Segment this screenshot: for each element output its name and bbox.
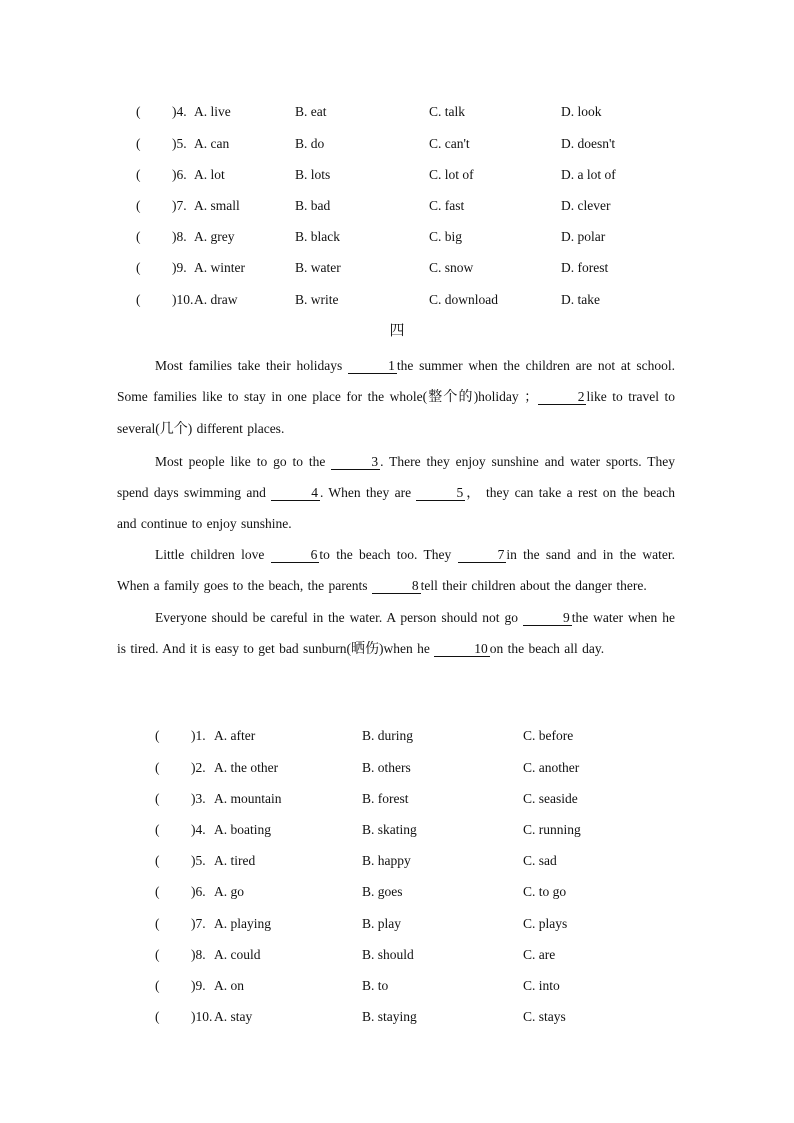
question-number: )9.	[172, 260, 187, 275]
passage-text: )holiday ；	[473, 389, 538, 405]
passage-text: Most families take their holidays	[155, 358, 349, 373]
passage-text: like to travel to several(	[117, 389, 675, 437]
chinese-gloss: 几个	[159, 421, 188, 438]
option-a: A. live	[194, 104, 231, 119]
option-a: A. winter	[194, 260, 245, 275]
question-number: )5.	[172, 136, 187, 151]
option-c: C. another	[523, 760, 580, 775]
blank-5: 5	[416, 486, 465, 501]
section-title: 四	[389, 321, 405, 339]
option-b: B. water	[295, 260, 341, 275]
option-a: A. small	[194, 198, 240, 213]
option-c: C. talk	[429, 104, 465, 119]
option-c: C. lot of	[429, 167, 474, 182]
option-d: D. forest	[561, 260, 609, 275]
blank-10: 10	[434, 642, 490, 657]
chinese-gloss: 整个的	[427, 389, 474, 406]
paragraph-4	[117, 602, 675, 665]
option-c: C. can't	[429, 136, 470, 151]
question-number: )9.	[191, 978, 206, 993]
answer-paren: (	[155, 791, 160, 806]
option-c: C. running	[523, 822, 581, 837]
question-number: )1.	[191, 728, 206, 743]
question-number: )10.	[172, 292, 194, 307]
option-c: C. are	[523, 947, 556, 962]
passage-text: on the beach all day.	[489, 640, 605, 656]
answer-paren: (	[155, 760, 160, 775]
option-a: A. lot	[194, 167, 225, 182]
answer-paren: (	[155, 1009, 160, 1024]
passage-text: ， they can take a rest on the beach and continue to enjoy sunshine.	[117, 484, 675, 532]
question-number: )8.	[172, 229, 187, 244]
passage-text: in the sand and in the water. When a family goes to the beach, the parents	[117, 547, 676, 594]
cloze-passage	[117, 350, 675, 665]
chinese-gloss: 晒伤	[350, 640, 379, 657]
option-d: D. doesn't	[561, 136, 616, 151]
question-number: )5.	[191, 853, 206, 868]
answer-paren: (	[136, 229, 141, 244]
blank-7: 7	[458, 548, 507, 563]
option-a: A. playing	[214, 916, 271, 931]
option-a: A. could	[214, 947, 261, 962]
option-b: B. black	[295, 229, 340, 244]
answer-paren: (	[136, 198, 141, 213]
passage-text: . There they enjoy sunshine and water sports. They spend days swimming and	[117, 453, 676, 500]
option-b: B. skating	[362, 822, 417, 837]
passage-text: to the beach too. They	[319, 547, 458, 563]
option-c: C. download	[429, 292, 498, 307]
blank-1: 1	[348, 359, 397, 374]
option-a: A. grey	[194, 229, 235, 244]
blank-6: 6	[271, 548, 320, 563]
answer-paren: (	[155, 947, 160, 962]
option-c: C. seaside	[523, 791, 578, 806]
blank-2: 2	[538, 390, 587, 405]
option-d: D. polar	[561, 229, 606, 244]
question-number: )4.	[191, 822, 206, 837]
option-c: C. to go	[523, 884, 567, 899]
passage-text: tell their children about the danger there.	[420, 578, 647, 594]
option-b: B. play	[362, 916, 401, 931]
option-b: B. others	[362, 760, 411, 775]
option-b: B. forest	[362, 791, 409, 806]
passage-text: Little children love	[155, 547, 271, 563]
paragraph-1	[117, 350, 675, 446]
option-d: D. a lot of	[561, 167, 616, 182]
option-a: A. after	[214, 728, 256, 743]
passage-text: )when he	[378, 640, 435, 656]
blank-4: 4	[271, 486, 320, 501]
option-a: A. stay	[214, 1009, 253, 1024]
option-a: A. tired	[214, 853, 256, 868]
passage-text: ) different places.	[187, 421, 285, 437]
option-c: C. snow	[429, 260, 474, 275]
blank-3: 3	[331, 455, 380, 470]
answer-paren: (	[155, 822, 160, 837]
option-b: B. to	[362, 978, 389, 993]
option-c: C. plays	[523, 916, 568, 931]
question-number: )6.	[172, 167, 187, 182]
option-c: C. into	[523, 978, 560, 993]
option-c: C. before	[523, 728, 574, 743]
passage-text: Most people like to go to the	[155, 453, 332, 469]
option-a: A. on	[214, 978, 244, 993]
answer-paren: (	[136, 136, 141, 151]
answer-paren: (	[136, 104, 141, 119]
option-a: A. mountain	[214, 791, 282, 806]
passage-text: the water when he is tired. And it is easy to get bad sunburn(	[117, 609, 675, 656]
answer-paren: (	[155, 853, 160, 868]
blank-8: 8	[372, 579, 421, 594]
answer-paren: (	[155, 916, 160, 931]
option-c: C. sad	[523, 853, 557, 868]
option-a: A. go	[214, 884, 244, 899]
answer-paren: (	[136, 260, 141, 275]
option-d: D. look	[561, 104, 602, 119]
option-b: B. goes	[362, 884, 403, 899]
option-b: B. eat	[295, 104, 327, 119]
question-number: )8.	[191, 947, 206, 962]
question-number: )2.	[191, 760, 206, 775]
answer-paren: (	[136, 167, 141, 182]
option-b: B. bad	[295, 198, 331, 213]
option-c: C. big	[429, 229, 463, 244]
answer-paren: (	[136, 292, 141, 307]
passage-text: . When they are	[319, 484, 417, 500]
paragraph-3	[117, 539, 675, 601]
option-b: B. during	[362, 728, 414, 743]
question-number: )4.	[172, 104, 187, 119]
option-b: B. write	[295, 292, 339, 307]
passage-text: Everyone should be careful in the water. A person should not go	[155, 609, 523, 625]
option-a: A. the other	[214, 760, 279, 775]
question-number: )10.	[191, 1009, 213, 1024]
option-d: D. clever	[561, 198, 611, 213]
option-b: B. lots	[295, 167, 331, 182]
option-b: B. happy	[362, 853, 411, 868]
option-a: A. can	[194, 136, 230, 151]
question-number: )6.	[191, 884, 206, 899]
option-c: C. fast	[429, 198, 465, 213]
answer-paren: (	[155, 978, 160, 993]
question-number: )7.	[172, 198, 187, 213]
blank-9: 9	[523, 611, 572, 626]
question-number: )7.	[191, 916, 206, 931]
option-d: D. take	[561, 292, 600, 307]
passage-text: the summer when the children are not at school. Some families like to stay in one place for the whole(	[117, 358, 676, 405]
paragraph-2	[117, 446, 675, 540]
option-c: C. stays	[523, 1009, 566, 1024]
question-number: )3.	[191, 791, 206, 806]
answer-paren: (	[155, 728, 160, 743]
option-b: B. do	[295, 136, 325, 151]
option-a: A. boating	[214, 822, 271, 837]
answer-paren: (	[155, 884, 160, 899]
option-b: B. staying	[362, 1009, 417, 1024]
option-b: B. should	[362, 947, 414, 962]
option-a: A. draw	[194, 292, 238, 307]
